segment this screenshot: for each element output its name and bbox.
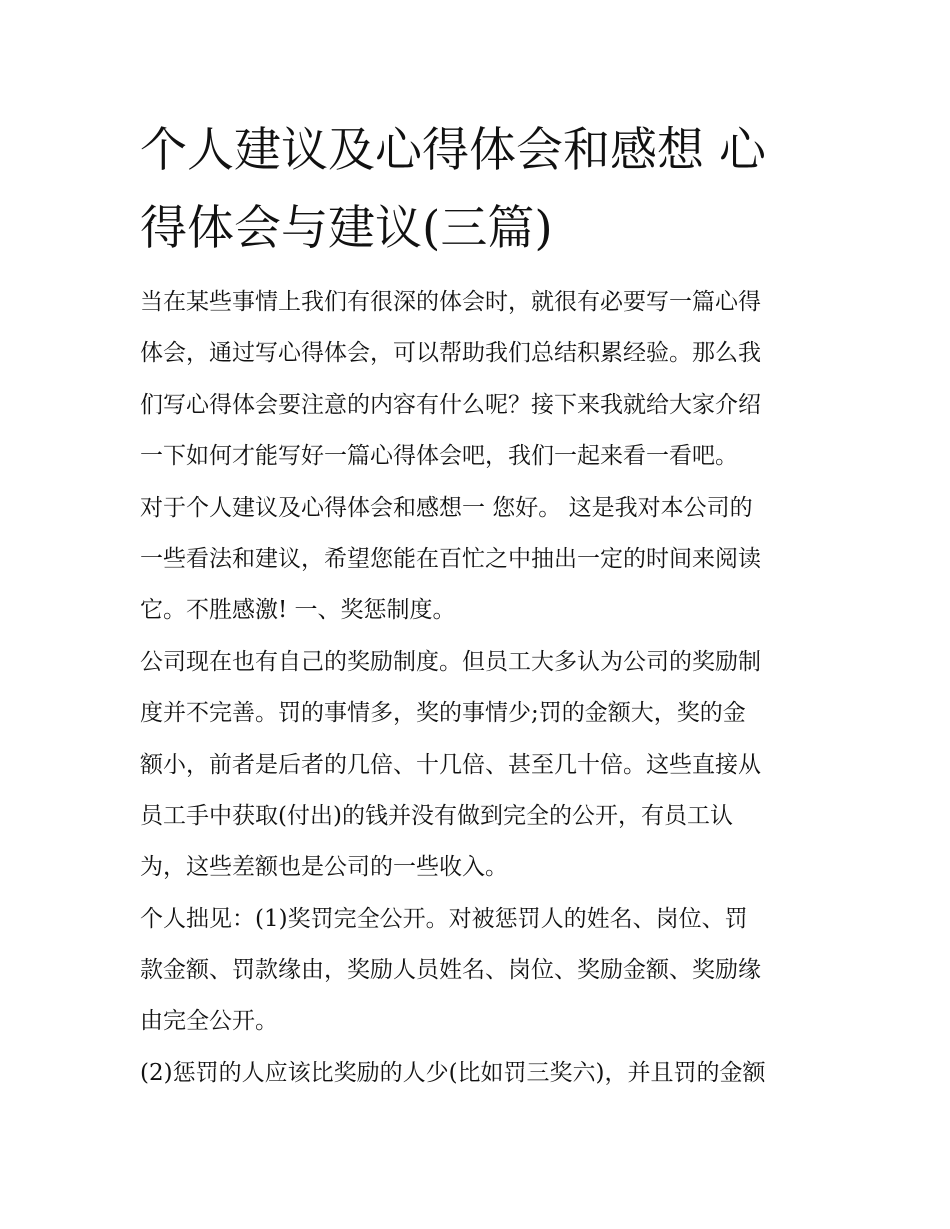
body-line: 它。不胜感激! 一、奖惩制度。 — [140, 597, 456, 624]
body-line: 们写心得体会要注意的内容有什么呢？接下来我就给大家介绍 — [140, 391, 761, 418]
body-line: 员工手中获取(付出)的钱并没有做到完全的公开，有员工认 — [140, 802, 733, 829]
body-line: 对于个人建议及心得体会和感想一 您好。 这是我对本公司的 — [140, 494, 753, 521]
body-line: (2)惩罚的人应该比奖励的人少(比如罚三奖六)，并且罚的金额 — [140, 1059, 766, 1086]
body-line: 个人拙见：(1)奖罚完全公开。对被惩罚人的姓名、岗位、罚 — [140, 905, 748, 932]
body-line: 一些看法和建议，希望您能在百忙之中抽出一定的时间来阅读 — [140, 545, 761, 572]
body-line: 公司现在也有自己的奖励制度。但员工大多认为公司的奖励制 — [140, 648, 761, 675]
body-line: 款金额、罚款缘由，奖励人员姓名、岗位、奖励金额、奖励缘 — [140, 957, 761, 984]
title-line-2: 得体会与建议(三篇) — [140, 201, 553, 256]
body-line: 体会，通过写心得体会，可以帮助我们总结积累经验。那么我 — [140, 340, 761, 367]
page-title — [140, 112, 820, 268]
document-body — [140, 277, 830, 1099]
body-line: 为，这些差额也是公司的一些收入。 — [140, 854, 508, 881]
title-line-1: 个人建议及心得体会和感想 心 — [140, 123, 766, 178]
body-line: 度并不完善。罚的事情多，奖的事情少;罚的金额大，奖的金 — [140, 700, 746, 727]
body-line: 由完全公开。 — [140, 1008, 278, 1035]
body-line: 当在某些事情上我们有很深的体会时，就很有必要写一篇心得 — [140, 289, 761, 315]
body-line: 额小，前者是后者的几倍、十几倍、甚至几十倍。这些直接从 — [140, 751, 761, 778]
body-line: 一下如何才能写好一篇心得体会吧，我们一起来看一看吧。 — [140, 443, 738, 470]
